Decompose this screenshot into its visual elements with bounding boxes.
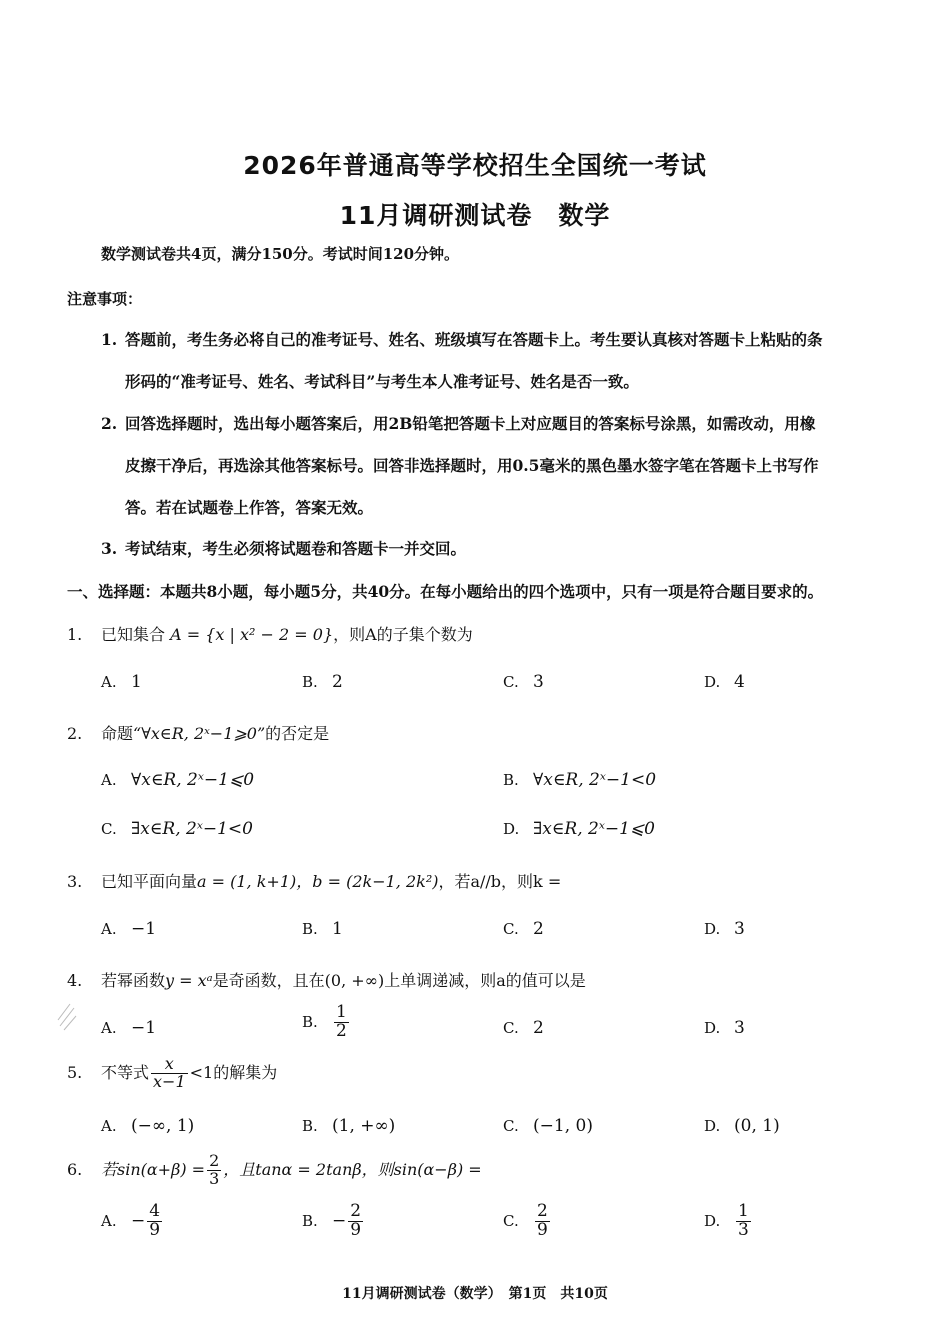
option-text: −1 xyxy=(131,919,157,939)
question-text: 的否定是 xyxy=(265,724,330,743)
question-number: 2. xyxy=(67,724,83,743)
notice-number: 3. xyxy=(101,539,118,558)
question-1 xyxy=(67,622,473,645)
fraction xyxy=(151,1056,188,1091)
exam-title: 2026年普通高等学校招生全国统一考试 xyxy=(243,151,707,180)
notice-text: 形码的“准考证号、姓名、考试科目”与考生本人准考证号、姓名是否一致。 xyxy=(125,372,639,391)
option-text: 3 xyxy=(734,1018,745,1038)
option-c xyxy=(503,1116,593,1136)
notice-text: 考试结束，考生必须将试题卷和答题卡一并交回。 xyxy=(125,539,467,558)
option-d xyxy=(704,1018,745,1038)
page-footer: 11月调研测试卷（数学） 第1页 共10页 xyxy=(342,1286,608,1302)
question-text: 已知集合 xyxy=(101,625,166,644)
option-label: B. xyxy=(503,771,519,789)
notice-text: 皮擦干净后，再选涂其他答案标号。回答非选择题时，用0.5毫米的黑色墨水签字笔在答题卡上书写作 xyxy=(125,456,819,475)
question-math: “∀x∈R, 2ˣ−1⩾0” xyxy=(133,724,266,743)
fraction-numerator: 1 xyxy=(738,1201,749,1221)
option-a xyxy=(101,1116,194,1136)
option-label: A. xyxy=(101,1211,117,1230)
option-label: A. xyxy=(101,673,117,691)
option-text: −1 xyxy=(131,1018,157,1038)
question-2 xyxy=(67,721,329,744)
fraction xyxy=(334,1004,349,1041)
fraction-numerator: 2 xyxy=(350,1201,362,1221)
option-text: (−∞, 1) xyxy=(131,1116,195,1136)
question-text: 是奇函数，且在(0, +∞)上单调递减，则a的值可以是 xyxy=(212,971,586,990)
exam-subtitle: 11月调研测试卷 数学 xyxy=(339,201,611,230)
option-c xyxy=(503,1203,552,1240)
fraction-denominator: 9 xyxy=(149,1219,161,1240)
option-label: D. xyxy=(704,920,721,938)
question-text: 若幂函数 xyxy=(101,971,166,990)
scan-speck-marks xyxy=(50,990,90,1050)
question-number: 1. xyxy=(67,625,83,644)
option-text: 2 xyxy=(533,919,544,939)
option-text: 2 xyxy=(533,1018,544,1038)
option-label: A. xyxy=(101,1019,117,1037)
question-text: 命题 xyxy=(101,724,134,743)
option-c xyxy=(101,819,253,839)
fraction xyxy=(535,1203,550,1240)
fraction-denominator: 9 xyxy=(537,1219,548,1240)
option-a xyxy=(101,672,142,692)
fraction-denominator: x−1 xyxy=(153,1071,186,1091)
option-label: D. xyxy=(704,673,721,691)
option-b xyxy=(503,770,656,790)
notice-text: 答。若在试题卷上作答，答案无效。 xyxy=(125,498,374,517)
option-text: (−1, 0) xyxy=(533,1116,593,1136)
fraction xyxy=(207,1153,221,1188)
fraction-denominator: 3 xyxy=(209,1168,220,1188)
option-c xyxy=(503,1018,544,1038)
option-sign: − xyxy=(131,1210,146,1231)
question-text: 若sin(α+β) = xyxy=(101,1159,206,1179)
option-d xyxy=(704,1116,780,1136)
notice-number: 2. xyxy=(101,414,118,433)
option-text: 3 xyxy=(734,919,745,939)
option-text: ∃x∈R, 2ˣ−1<0 xyxy=(131,819,253,839)
option-b xyxy=(302,1203,365,1240)
option-text: 1 xyxy=(332,919,343,939)
question-math: y = xᵃ xyxy=(165,971,213,990)
option-b xyxy=(302,1116,395,1136)
option-label: C. xyxy=(503,920,519,938)
notice-item-1 xyxy=(101,319,891,403)
option-d xyxy=(704,672,745,692)
option-label: D. xyxy=(704,1117,721,1135)
option-label: C. xyxy=(101,820,117,838)
question-text: <1的解集为 xyxy=(189,1062,278,1082)
option-c xyxy=(503,672,544,692)
notice-item-3 xyxy=(101,528,891,570)
notice-text: 答题前，考生务必将自己的准考证号、姓名、班级填写在答题卡上。考生要认真核对答题卡上粘贴的条 xyxy=(125,330,823,349)
fraction xyxy=(736,1203,751,1240)
question-text: 不等式 xyxy=(101,1062,150,1082)
option-a xyxy=(101,919,156,939)
option-label: B. xyxy=(302,920,318,938)
fraction-numerator: 1 xyxy=(336,1002,347,1022)
option-d xyxy=(704,1203,753,1240)
fraction-denominator: 9 xyxy=(350,1219,362,1240)
option-sign: − xyxy=(332,1210,347,1231)
option-label: A. xyxy=(101,771,117,789)
option-text: ∀x∈R, 2ˣ−1⩽0 xyxy=(131,770,255,790)
question-3 xyxy=(67,869,561,892)
section-heading: 一、选择题：本题共8小题，每小题5分，共40分。在每小题给出的四个选项中，只有一项是符合题目要求的。 xyxy=(67,582,824,601)
option-label: A. xyxy=(101,920,117,938)
option-d xyxy=(503,819,655,839)
option-label: C. xyxy=(503,673,519,691)
notice-text: 回答选择题时，选出每小题答案后，用2B铅笔把答题卡上对应题目的答案标号涂黑，如需改动，用橡 xyxy=(125,414,816,433)
option-label: C. xyxy=(503,1117,519,1135)
notice-heading: 注意事项： xyxy=(67,290,143,308)
option-a xyxy=(101,1203,164,1240)
option-label: D. xyxy=(704,1211,721,1230)
option-label: A. xyxy=(101,1117,117,1135)
option-text: (0, 1) xyxy=(734,1116,780,1136)
question-4 xyxy=(67,968,586,991)
question-math: A = {x | x² − 2 = 0} xyxy=(170,625,334,644)
option-c xyxy=(503,919,544,939)
question-number: 4. xyxy=(67,971,83,990)
question-math: a = (1, k+1)，b = (2k−1, 2k²) xyxy=(197,872,439,891)
option-b xyxy=(302,919,343,939)
option-text: 3 xyxy=(533,672,544,692)
option-text: 1 xyxy=(131,672,142,692)
fraction xyxy=(348,1203,363,1240)
option-a xyxy=(101,770,254,790)
question-text: ，若a//b，则k = xyxy=(438,872,562,891)
option-text: ∃x∈R, 2ˣ−1⩽0 xyxy=(533,819,655,839)
option-label: B. xyxy=(302,1012,318,1031)
option-label: C. xyxy=(503,1019,519,1037)
question-text: ，且tanα = 2tanβ，则sin(α−β) = xyxy=(223,1159,482,1179)
option-d xyxy=(704,919,745,939)
fraction-numerator: 2 xyxy=(537,1201,548,1221)
option-label: B. xyxy=(302,1211,318,1230)
fraction xyxy=(147,1203,162,1240)
option-text: (1, +∞) xyxy=(332,1116,396,1136)
question-text: ，则A的子集个数为 xyxy=(333,625,473,644)
question-text: 已知平面向量 xyxy=(101,872,198,891)
fraction-numerator: 2 xyxy=(209,1151,220,1170)
option-b xyxy=(302,672,343,692)
question-number: 5. xyxy=(67,1062,83,1082)
question-5 xyxy=(67,1056,277,1091)
notice-number: 1. xyxy=(101,330,118,349)
fraction-numerator: x xyxy=(151,1056,188,1074)
exam-intro: 数学测试卷共4页，满分150分。考试时间120分钟。 xyxy=(101,245,460,263)
option-b xyxy=(302,1004,351,1041)
option-label: D. xyxy=(503,820,520,838)
option-label: C. xyxy=(503,1211,519,1230)
option-text: ∀x∈R, 2ˣ−1<0 xyxy=(533,770,657,790)
question-number: 3. xyxy=(67,872,83,891)
option-a xyxy=(101,1018,156,1038)
fraction-numerator: 4 xyxy=(149,1201,161,1221)
fraction-denominator: 3 xyxy=(738,1219,749,1240)
option-label: B. xyxy=(302,1117,318,1135)
option-label: B. xyxy=(302,673,318,691)
option-text: 2 xyxy=(332,672,343,692)
question-6 xyxy=(67,1153,482,1188)
notice-item-2 xyxy=(101,403,891,529)
fraction-denominator: 2 xyxy=(336,1020,347,1041)
question-number: 6. xyxy=(67,1159,83,1179)
option-text: 4 xyxy=(734,672,745,692)
option-label: D. xyxy=(704,1019,721,1037)
